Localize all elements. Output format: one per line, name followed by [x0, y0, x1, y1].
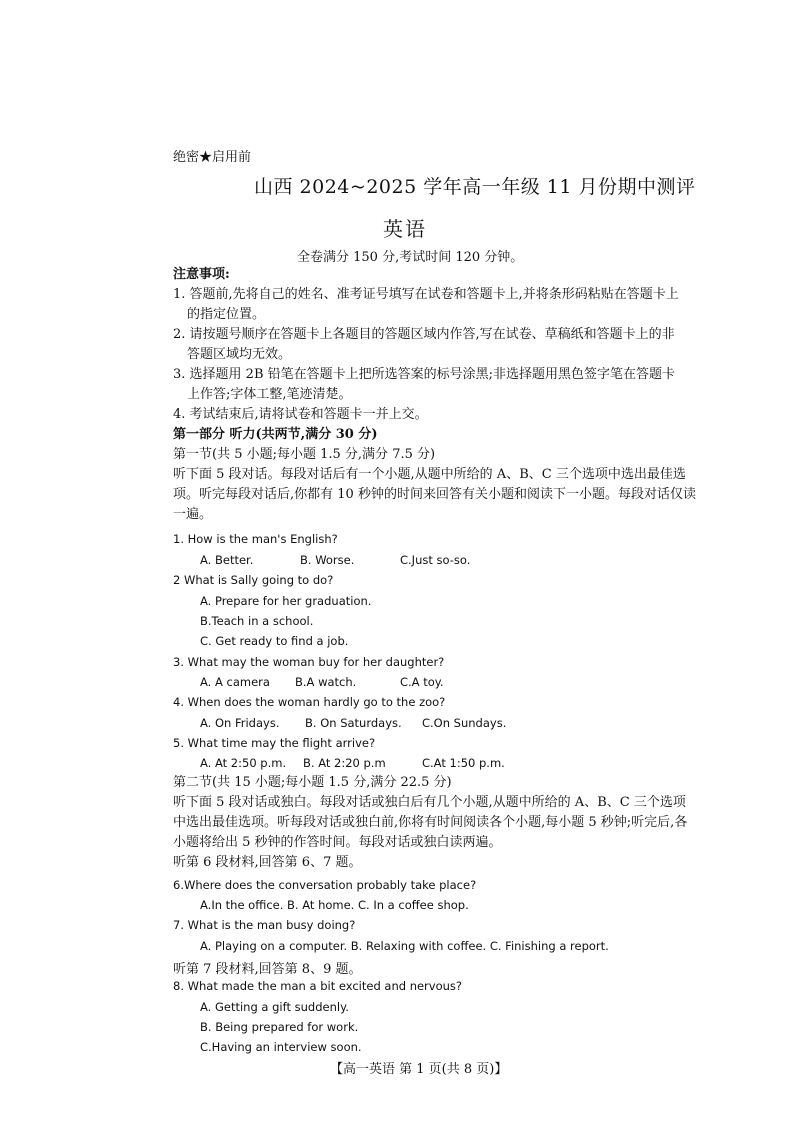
notice-item: 1. 答题前,先将自己的姓名、准考证号填写在试卷和答题卡上,并将条形码粘贴在答题卡上	[173, 287, 679, 302]
question-1: 1. How is the man's English?	[173, 532, 338, 546]
q6-options: A.In the office. B. At home. C. In a coffee shop.	[200, 898, 469, 912]
section2-instruction: 小题将给出 5 秒钟的作答时间。每段对话或独白读两遍。	[173, 835, 502, 850]
section1-instruction: 一遍。	[173, 507, 213, 522]
notice-item: 4. 考试结束后,请将试卷和答题卡一并上交。	[173, 407, 428, 422]
q4-option-b: B. On Saturdays.	[305, 716, 402, 730]
q8-option-c: C.Having an interview soon.	[200, 1040, 362, 1054]
question-4: 4. When does the woman hardly go to the zoo?	[173, 695, 446, 709]
confidential-mark: 绝密★启用前	[173, 150, 252, 165]
q3-option-c: C.A toy.	[400, 675, 444, 689]
q1-option-b: B. Worse.	[300, 553, 355, 567]
question-7: 7. What is the man busy doing?	[173, 918, 356, 932]
section2-block	[173, 773, 718, 873]
question-3: 3. What may the woman buy for her daughter?	[173, 655, 445, 669]
section1-heading: 第一节(共 5 小题;每小题 1.5 分,满分 7.5 分)	[173, 447, 436, 462]
notice-item: 2. 请按题号顺序在答题卡上各题目的答题区域内作答,写在试卷、草稿纸和答题卡上的非	[173, 327, 675, 342]
page-footer: 【高一英语 第 1 页(共 8 页)】	[330, 1062, 508, 1077]
question-6: 6.Where does the conversation probably take place?	[173, 878, 477, 892]
q2-option-a: A. Prepare for her graduation.	[200, 594, 372, 608]
exam-title: 山西 2024~2025 学年高一年级 11 月份期中测评	[254, 176, 696, 198]
notice-item-cont: 上作答;字体工整,笔迹清楚。	[187, 387, 352, 402]
question-2: 2 What is Sally going to do?	[173, 573, 334, 587]
section2-instruction: 听下面 5 段对话或独白。每段对话或独白后有几个小题,从题中所给的 A、B、C 三个选项	[173, 795, 686, 810]
subject-title: 英语	[383, 217, 427, 241]
q3-option-a: A. A camera	[200, 675, 270, 689]
q2-option-c: C. Get ready to find a job.	[200, 634, 349, 648]
notice-item-cont: 的指定位置。	[187, 307, 266, 322]
q4-option-c: C.On Sundays.	[422, 716, 507, 730]
section2-instruction: 中选出最佳选项。听每段对话或独白前,你将有时间阅读各个小题,每小题 5 秒钟;听完后,各	[173, 815, 688, 830]
section1-instruction: 项。听完每段对话后,你都有 10 秒钟的时间来回答有关小题和阅读下一小题。每段对话仅读	[173, 487, 696, 502]
section1-instruction: 听下面 5 段对话。每段对话后有一个小题,从题中所给的 A、B、C 三个选项中选出最佳选	[173, 467, 686, 482]
q8-option-a: A. Getting a gift suddenly.	[200, 1000, 349, 1014]
question-8: 8. What made the man a bit excited and nervous?	[173, 979, 463, 993]
notice-item: 3. 选择题用 2B 铅笔在答题卡上把所选答案的标号涂黑;非选择题用黑色签字笔在答题卡	[173, 367, 676, 382]
q4-option-a: A. On Fridays.	[200, 716, 280, 730]
notice-block	[173, 265, 718, 525]
section2-heading: 第二节(共 15 小题;每小题 1.5 分,满分 22.5 分)	[173, 775, 452, 790]
q7-options: A. Playing on a computer. B. Relaxing with coffee. C. Finishing a report.	[200, 939, 609, 953]
q2-option-b: B.Teach in a school.	[200, 614, 314, 628]
question-5: 5. What time may the flight arrive?	[173, 736, 376, 750]
q5-option-a: A. At 2:50 p.m.	[200, 756, 287, 770]
notice-item-cont: 答题区域均无效。	[187, 347, 292, 362]
q5-option-c: C.At 1:50 p.m.	[422, 756, 505, 770]
q5-option-b: B. At 2:20 p.m	[303, 756, 386, 770]
material-6-label: 听第 6 段材料,回答第 6、7 题。	[173, 855, 362, 870]
q1-option-c: C.Just so-so.	[400, 553, 471, 567]
exam-info: 全卷满分 150 分,考试时间 120 分钟。	[297, 250, 524, 265]
q8-option-b: B. Being prepared for work.	[200, 1020, 359, 1034]
part1-heading: 第一部分 听力(共两节,满分 30 分)	[173, 427, 378, 442]
material-7-label: 听第 7 段材料,回答第 8、9 题。	[173, 962, 362, 977]
q1-option-a: A. Better.	[200, 553, 254, 567]
notice-heading: 注意事项:	[173, 267, 230, 282]
q3-option-b: B.A watch.	[295, 675, 357, 689]
